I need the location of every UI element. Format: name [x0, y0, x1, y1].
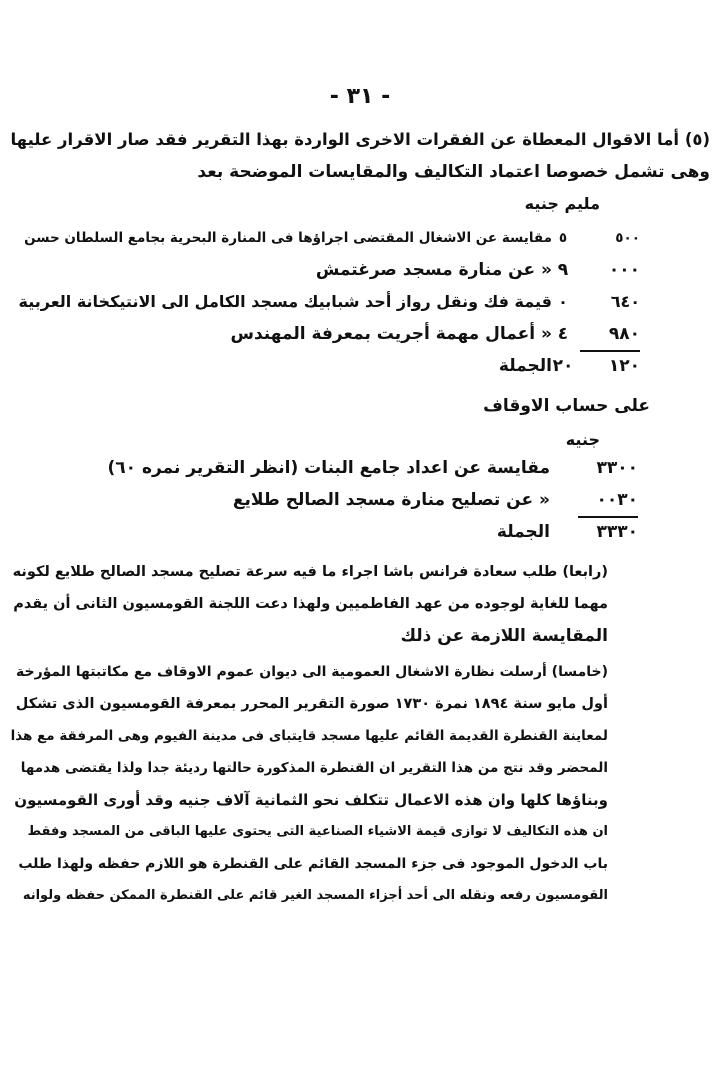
- amount: ٠٠٠: [608, 260, 640, 280]
- section5-line-2: وهى تشمل خصوصا اعتماد التكاليف والمقايسات الموضحة بعد: [197, 162, 710, 182]
- paragraph-fourth-line-2: مهما للغاية لوجوده من عهد الفاطميين ولهذا دعت اللجنة القومسيون الثانى أن يقدم: [13, 596, 608, 612]
- item-description: قيمة فك ونقل رواز أحد شبابيك مسجد الكامل الى الانتيكخانة العربية: [18, 292, 552, 311]
- amount-mark: ٤: [557, 324, 569, 344]
- column-header-pound: جنيه: [565, 430, 600, 449]
- list-item: [24, 226, 640, 250]
- paragraph-fifth-line-1: (خامسا) أرسلت نظارة الاشغال العمومية الى ديوان عموم الاوقاف مع مكاتبتها المؤرخة: [16, 664, 608, 680]
- paragraph-fourth-line-1: (رابعا) طلب سعادة فرانس باشا اجراء ما فيه سرعة تصليح مسجد الصالح طلايع لكونه: [12, 564, 608, 580]
- section5-line-1: (٥) أما الاقوال المعطاة عن الفقرات الاخرى الواردة بهذا التقرير فقد صار الاقرار عليها: [10, 130, 710, 149]
- total-amount: ٣٣٣٠: [596, 522, 638, 542]
- total-mark: ٢٠: [552, 356, 574, 376]
- column-header-millim-pound: مليم جنيه: [524, 194, 600, 213]
- page-number: - ٣١ -: [329, 84, 391, 109]
- list-item: [233, 488, 638, 512]
- amount: ٥٠٠: [615, 230, 640, 246]
- item-description: « أعمال مهمة أجريت بمعرفة المهندس: [230, 324, 552, 344]
- amount: ٠٠٣٠: [596, 490, 638, 510]
- sum-rule: [580, 350, 640, 352]
- paragraph-fifth-line-6: ان هذه التكاليف لا توازى قيمة الاشياء الصناعية التى يحتوى عليها الباقى من المسجد وفقط: [27, 824, 608, 839]
- item-description: « عن منارة مسجد صرغتمش: [315, 260, 552, 280]
- total-label: الجملة: [496, 522, 550, 542]
- list-item: [316, 258, 640, 282]
- paragraph-fifth-line-2: أول مايو سنة ١٨٩٤ نمرة ١٧٣٠ صورة التقرير المحرر بمعرفة القومسيون الذى تشكل: [15, 696, 608, 712]
- amount: ٩٨٠: [608, 324, 640, 344]
- item-description: « عن تصليح منارة مسجد الصالح طلايع: [232, 490, 550, 510]
- paragraph-fifth-line-8: القومسيون رفعه ونقله الى أحد أجزاء المسجد الغير قائم على القنطرة الممكن حفظه ولوانه: [22, 888, 608, 903]
- total-label: الجملة: [498, 356, 552, 376]
- paragraph-fifth-line-7: باب الدخول الموجود فى جزء المسجد القائم على القنطرة هو اللازم حفظه ولهذا طلب: [18, 856, 608, 872]
- amount-mark: ٩: [557, 260, 569, 280]
- paragraph-fourth-line-3: المقايسة اللازمة عن ذلك: [400, 626, 608, 646]
- amount-mark: ٠: [558, 292, 568, 311]
- awqaf-heading: على حساب الاوقاف: [483, 396, 650, 416]
- total-amount: ١٢٠: [608, 356, 640, 376]
- paragraph-fifth-line-4: المحضر وقد نتج من هذا التقرير ان القنطرة المذكورة حالتها رديئة جدا ولذا يقتضى هدمها: [20, 760, 608, 776]
- amount-mark: ٥: [558, 230, 568, 246]
- list-item: [231, 322, 640, 346]
- amount: ٣٣٠٠: [596, 458, 638, 478]
- paragraph-fifth-line-5: وبناؤها كلها وان هذه الاعمال تتكلف نحو الثمانية آلاف جنيه وقد أورى القومسيون: [14, 791, 608, 809]
- list-item: [107, 456, 638, 480]
- total-row: [497, 520, 638, 544]
- sum-rule: [578, 516, 638, 518]
- item-description: مقايسة عن الاشغال المقتضى اجراؤها فى المنارة البحرية بجامع السلطان حسن: [24, 230, 552, 246]
- item-description: مقايسة عن اعداد جامع البنات (انظر التقرير نمره ٦٠): [107, 458, 550, 478]
- total-row: [499, 354, 640, 378]
- amount: ٦٤٠: [610, 292, 640, 311]
- list-item: [19, 290, 640, 314]
- paragraph-fifth-line-3: لمعاينة القنطرة القديمة القائم عليها مسجد قايتباى فى مدينة الفيوم وهى المرفقة مع هذا: [10, 728, 608, 744]
